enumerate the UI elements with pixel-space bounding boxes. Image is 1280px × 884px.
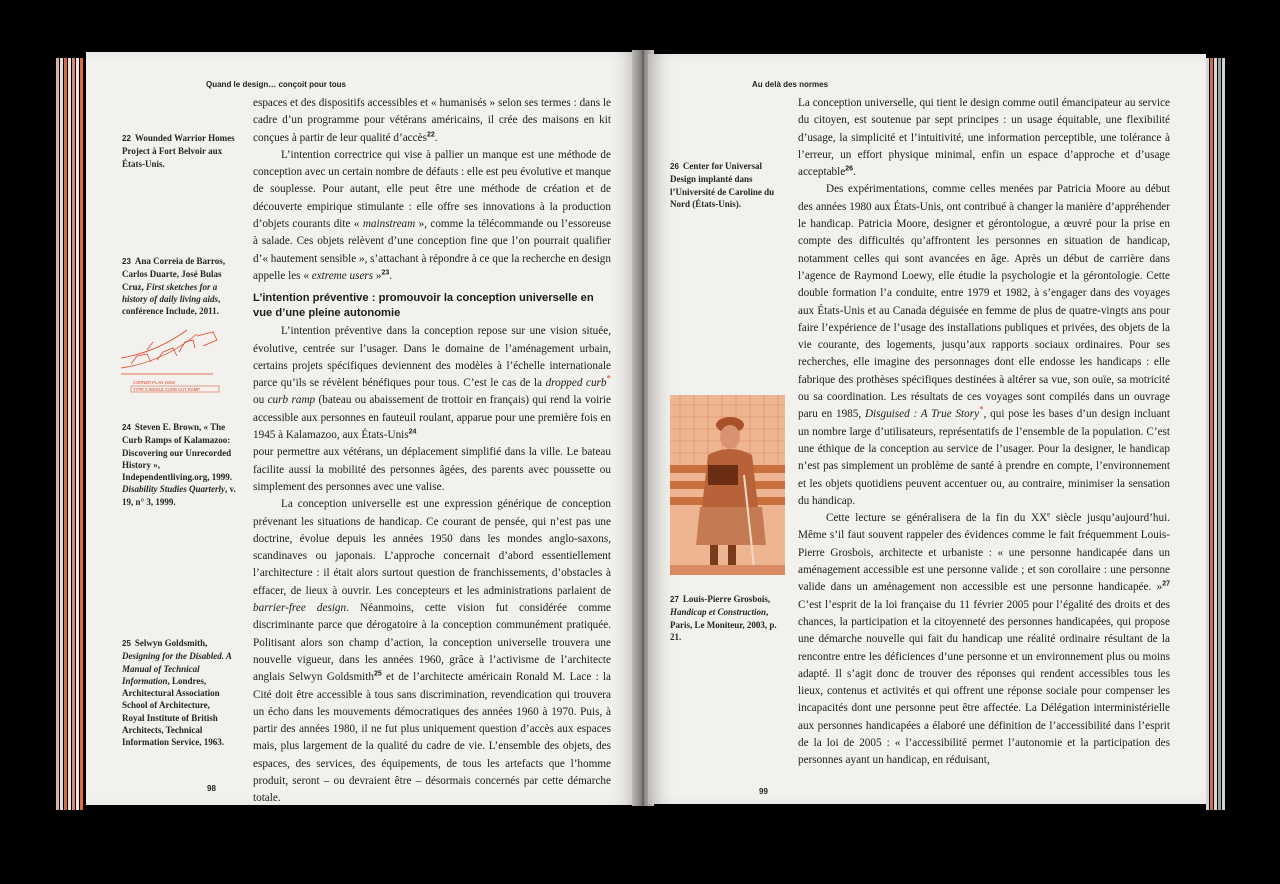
paragraph: L’intention préventive dans la conception repose sur une vision située, évolutive, centrée sur l’usager. Dans le domaine de l’aménagement urbain, certains projets spécifiques deviennent des modèles à l’échelle internationale parce qu’ils se révèlent bénéfiques pour tous. C’est le cas de la dropped curb* ou curb ramp (bateau ou abaissement de trottoir en français) qui rend la voirie accessible aux personnes en fauteuil roulant, apparue pour une première fois en 1945 à Kalamazoo, aux États-Unis$^{24}$ [253, 325, 611, 442]
page-edge [56, 58, 59, 810]
footnote-26: 26 Center for Universal Design implanté dans l’Université de Caroline du Nord (États-Unis). [670, 161, 775, 209]
paragraph: espaces et des dispositifs accessibles et « humanisés » selon ses termes : dans le cadre d’un programme pour vétérans américains, il crée des maisons en kit conçues à partir de leur qualité d’accès$^{22}$. [253, 97, 611, 144]
footnote-27: 27 Louis-Pierre Grosbois, Handicap et Construction, Paris, Le Moniteur, 2003, p. 21. [670, 594, 777, 642]
paragraph: L’intention correctrice qui vise à pallier un manque est une méthode de conception avec un certain nombre de défauts : elle est peu évolutive et manque de souplesse. Pour autant, elle peut être une méthode de création et de découverte empirique stimulante : elle offre ses innovations à la production d’objets courants dite « mainstream », comme la télécommande ou l’essoreuse à salade. Ces objets relèvent d’une conception fine que l’on pourrait qualifier d’« hautement sensible », s’attachant à répondre à ce que la recherche en design appelle les « extreme users »$^{23}$. [253, 148, 611, 282]
paragraph: Des expérimentations, comme celles menées par Patricia Moore au début des années 1980 aux États-Unis, ont contribué à changer la manière d’appréhender le handicap. Patricia Moore, designer et gérontologue, a œuvré pour la prise en compte des difficultés qu’affrontent les personnes en situation de handicap, notamment celles qui sont avancées en âge. Après un début de carrière dans l’agence de Raymond Loewy, elle étudie la psychologie et la gérontologie. Cette double formation l’a conduite, entre 1979 et 1982, à s’engager dans des voyages aux États-Unis et au Canada déguisée en femme de plus de quatre-vingts ans pour faire l’expérience de l’usage des installations publiques et privées, des objets de la vie courante, des logements, jusqu’aux rapports sociaux ordinaires. Pour ses recherches, elle imagine des personnages dont elle endosse les handicaps : elle fabrique des prothèses spécifiques destinées à altérer sa vue, son ouïe, sa motricité ou sa coordination. Les résultats de ces voyages sont compilés dans un ouvrage paru en 1985, Disguised : A True Story*, qui pose les bases d’un design incluant un nombre large d’utilisateurs, représentatifs de l’ensemble de la population. C’est une éthique de la conception au service de l’usager. Pour la designer, le handicap n’est pas simplement un problème de santé à prendre en compte, l’environnement et les objets quotidiens peuvent accentuer ou, au contraire, minimiser la sensation du handicap. [798, 183, 1170, 507]
paragraph: La conception universelle est une expression générique de conception prévenant les situations de handicap. Ce courant de pensée, qui n’est pas une doctrine, évolue depuis les années 1950 dans les mondes anglo-saxons, scandinaves ou japonais. L’approche concernait d’abord essentiellement l’architecture : il était alors surtout question de franchissements, d’obstacles à effacer, de lieux à ouvrir. Les concepteurs et les administrations parlaient de barrier-free design. Néanmoins, cette vision fut considérée comme discriminante parce que dérogatoire à la conception communément pratiquée. Politisant alors son champ d’action, la conception universelle trouvera une nouvelle vigueur, dans les années 1960, grâce à l’activisme de l’architecte anglais Selwyn Goldsmith$^{25}$ et de l’architecte américain Ronald M. Lace : la Cité doit être accessible à tous sans discrimination, revendication qui trouvera un écho dans les mouvements démocratiques des années 1960 à 1970. Puis, à partir des années 1980, il ne fut plus uniquement question d’accès aux espaces mais, plus largement de la qualité du cadre de vie. L’ensemble des objets, des espaces, des services, des équipements, de tous les artefacts que l’homme produit, seront – ou devraient être – désormais concernés par cette démarche totale. [253, 498, 611, 805]
running-head-left: Quand le design… conçoit pour tous [206, 80, 347, 89]
running-head-right: Au delà des normes [752, 80, 829, 89]
page-edge [1222, 58, 1225, 810]
curb-ramp-sketch [117, 322, 227, 394]
page-edge [1218, 58, 1221, 810]
page-edge [68, 58, 71, 810]
page-edge [1214, 58, 1217, 810]
page-edge [1210, 58, 1213, 810]
footnote-25: 25 Selwyn Goldsmith, Designing for the Disabled. A Manual of Technical Information, Londres, Architectural Association School of Architecture, Royal Institute of British Architects, Technical Information Service, 1963. [122, 638, 232, 748]
photo-patricia-moore [670, 395, 785, 575]
sketch-label-2: TYPE 3 SINGLE CURB CUT RAMP [133, 387, 200, 392]
left-body-text [253, 95, 611, 808]
right-body-text [798, 95, 1170, 770]
page-edge [1206, 58, 1209, 810]
footnote-23: 23 Ana Correia de Barros, Carlos Duarte, José Bulas Cruz, First sketches for a history of daily living aids, conférence Include, 2011. [122, 256, 226, 317]
footnote-24: 24 Steven E. Brown, « The Curb Ramps of Kalamazoo: Discovering our Unrecorded History », Independentliving.org, 1999. Disability Studies Quarterly, v. 19, n° 3, 1999. [122, 422, 236, 507]
page-number-right: 99 [759, 787, 768, 796]
photo-illustration [670, 395, 785, 575]
paragraph: pour permettre aux vétérans, un déplacement simplifié dans la ville. Le bateau facilite aussi la mobilité des personnes âgées, des parents avec poussette ou simplement des personnes avec une valise. [253, 446, 611, 493]
page-edge [80, 58, 83, 810]
paragraph: La conception universelle, qui tient le design comme outil émancipateur au service du citoyen, est soutenue par sept principes : un usage équitable, une flexibilité d’usage, la simplicité et l’intuitivité, une information perceptible, une tolérance à l’erreur, un effort physique minimal, enfin un espace d’approche et d’usage acceptable$^{26}$. [798, 97, 1170, 179]
page-edge [60, 58, 63, 810]
page-number-left: 98 [207, 784, 216, 793]
footnote-22: 22 Wounded Warrior Homes Project à Fort Belvoir aux États-Unis. [122, 133, 235, 169]
page-edge [64, 58, 67, 810]
paragraph: Cette lecture se généralisera de la fin du XXe siècle jusqu’aujourd’hui. Même s’il faut souvent rappeler des évidences comme le fait fréquemment Louis-Pierre Grosbois, architecte et urbaniste : « une personne handicapée dans un aménagement accessible est une personne valide ; et son corollaire : une personne valide dans un aménagement non accessible est une personne handicapée. »$^{27}$ C’est l’esprit de la loi française du 11 février 2005 pour l’égalité des droits et des chances, la participation et la citoyenneté des personnes handicapées, qui propose une démarche nouvelle qui fait du handicap une réalité ordinaire résultant de la rencontre entre les déficiences d’une personne et un environnement plus ou moins adapté. Il s’agit donc de trouver des réponses qui rendent accessibles tous les lieux, contenus et activités et qui offrent une réponse sociale pour compenser les incapacités dont une personne peut être affectée. La Délégation interministérielle aux personnes handicapées a élaboré une définition de l’accessibilité dans l’esprit de la loi de 2005 : « l’accessibilité permet l’autonomie et la participation des personnes ayant un handicap, en réduisant, [798, 510, 1170, 767]
page-edge [72, 58, 75, 810]
page-edge [76, 58, 79, 810]
section-heading: L’intention préventive : promouvoir la conception universelle en vue d’une pleine autonomie [253, 292, 594, 319]
sketch-label-1: CORNER PLAN VIEW [133, 380, 176, 385]
